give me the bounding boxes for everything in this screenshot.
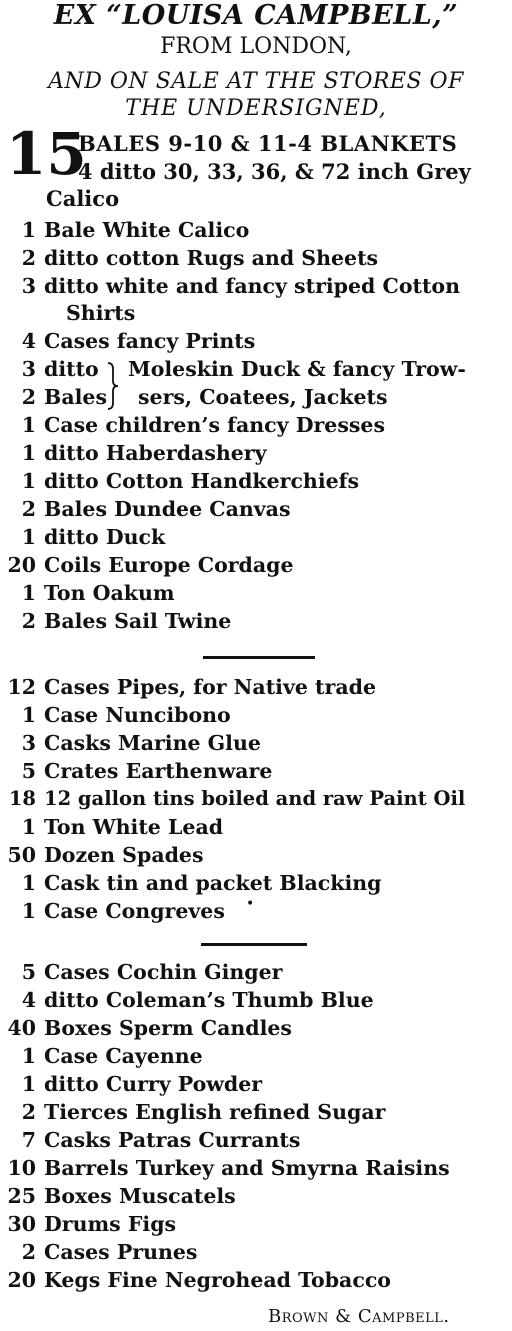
item-qty: 2 (21, 497, 36, 521)
item-desc: Case children’s fancy Dresses (44, 413, 386, 437)
header-ship-name: EX “LOUISA CAMPBELL,” (53, 0, 459, 31)
item-desc: ditto Haberdashery (44, 441, 267, 465)
item-desc: Boxes Sperm Candles (44, 1016, 292, 1040)
item-desc: Casks Patras Currants (44, 1128, 301, 1152)
item-qty: 1 (21, 441, 36, 465)
item-qty: 20 (7, 1268, 36, 1292)
stray-mark-icon: • (246, 896, 255, 912)
item-qty: 1 (21, 1072, 36, 1096)
item-qty: 1 (21, 1044, 36, 1068)
item-desc: Tierces English refined Sugar (44, 1100, 386, 1124)
item-qty: 3 (21, 731, 36, 755)
header-origin: FROM LONDON, (160, 34, 352, 59)
item-desc: Coils Europe Cordage (44, 553, 294, 577)
header-sale-line: AND ON SALE AT THE STORES OF (48, 69, 464, 94)
item-desc: Ton Oakum (44, 581, 175, 605)
item-desc: Bales Sail Twine (44, 609, 232, 633)
item-qty: 1 (21, 413, 36, 437)
item-desc: ditto Cotton Handkerchiefs (44, 469, 360, 493)
item-qty: 1 (21, 581, 36, 605)
brace-text: sers, Coatees, Jackets (138, 385, 388, 409)
item-qty: 1 (21, 525, 36, 549)
item-desc: ditto Coleman’s Thumb Blue (44, 988, 374, 1012)
item-desc: ditto white and fancy striped Cotton (44, 274, 461, 298)
item-desc: Casks Marine Glue (44, 731, 261, 755)
first-item-line2: 4 ditto 30, 33, 36, & 72 inch Grey (78, 159, 471, 184)
item-qty: 2 (21, 1100, 36, 1124)
item-desc: Dozen Spades (44, 843, 204, 867)
item-qty: 5 (21, 960, 36, 984)
item-qty: 4 (21, 329, 36, 353)
item-desc: Crates Earthenware (44, 759, 273, 783)
item-desc: ditto cotton Rugs and Sheets (44, 246, 379, 270)
section-divider (201, 943, 307, 946)
item-qty: 1 (21, 218, 36, 242)
item-desc: Boxes Muscatels (44, 1184, 236, 1208)
brace-text: Moleskin Duck & fancy Trow- (128, 357, 466, 381)
item-qty: 2 (21, 609, 36, 633)
item-desc: Case Cayenne (44, 1044, 203, 1068)
item-desc: Case Nuncibono (44, 703, 231, 727)
item-qty: 1 (21, 871, 36, 895)
item-qty: 25 (7, 1184, 36, 1208)
brace-icon (106, 361, 120, 411)
item-desc: Cases fancy Prints (44, 329, 256, 353)
item-desc: Bales (44, 385, 107, 409)
item-qty: 1 (21, 469, 36, 493)
item-desc: Cases Cochin Ginger (44, 960, 283, 984)
brace-text-line2 (138, 385, 388, 413)
item-desc: Cask tin and packet Blacking (44, 871, 382, 895)
item-qty: 50 (7, 843, 36, 867)
item-qty: 7 (21, 1128, 36, 1152)
first-item-line3: Calico (46, 186, 120, 211)
item-qty: 1 (21, 899, 36, 923)
item-desc: Kegs Fine Negrohead Tobacco (44, 1268, 391, 1292)
first-item-line1: BALES 9-10 & 11-4 BLANKETS (78, 131, 458, 156)
item-desc: ditto Duck (44, 525, 166, 549)
item-qty: 3 (21, 357, 36, 381)
section-divider (203, 656, 315, 659)
item-desc: Cases Pipes, for Native trade (44, 675, 376, 699)
item-qty: 1 (21, 703, 36, 727)
item-qty: 3 (21, 274, 36, 298)
item-desc: Bales Dundee Canvas (44, 497, 291, 521)
item-qty: 4 (21, 988, 36, 1012)
header-undersigned: THE UNDERSIGNED, (125, 96, 387, 121)
item-desc: Drums Figs (44, 1212, 177, 1236)
item-qty: 20 (7, 553, 36, 577)
item-qty: 5 (21, 759, 36, 783)
item-desc: Barrels Turkey and Smyrna Raisins (44, 1156, 450, 1180)
signature: Brown & Campbell. (268, 1306, 450, 1327)
item-desc-continuation: Shirts (66, 301, 136, 325)
item-desc: Cases Prunes (44, 1240, 198, 1264)
item-qty: 2 (21, 1240, 36, 1264)
item-desc: ditto (44, 357, 99, 381)
item-qty: 30 (7, 1212, 36, 1236)
item-desc: Ton White Lead (44, 815, 224, 839)
item-desc: 12 gallon tins boiled and raw Paint Oil (44, 787, 466, 810)
item-desc: ditto Curry Powder (44, 1072, 263, 1096)
item-qty: 10 (7, 1156, 36, 1180)
item-qty: 18 (8, 787, 36, 810)
item-desc: Case Congreves (44, 899, 225, 923)
brace-text-line1 (128, 357, 466, 385)
item-qty: 40 (7, 1016, 36, 1040)
item-qty: 2 (21, 385, 36, 409)
item-desc: Bale White Calico (44, 218, 250, 242)
item-qty: 1 (21, 815, 36, 839)
item-qty: 12 (7, 675, 36, 699)
first-item-qty: 15 (6, 120, 87, 188)
item-qty: 2 (21, 246, 36, 270)
